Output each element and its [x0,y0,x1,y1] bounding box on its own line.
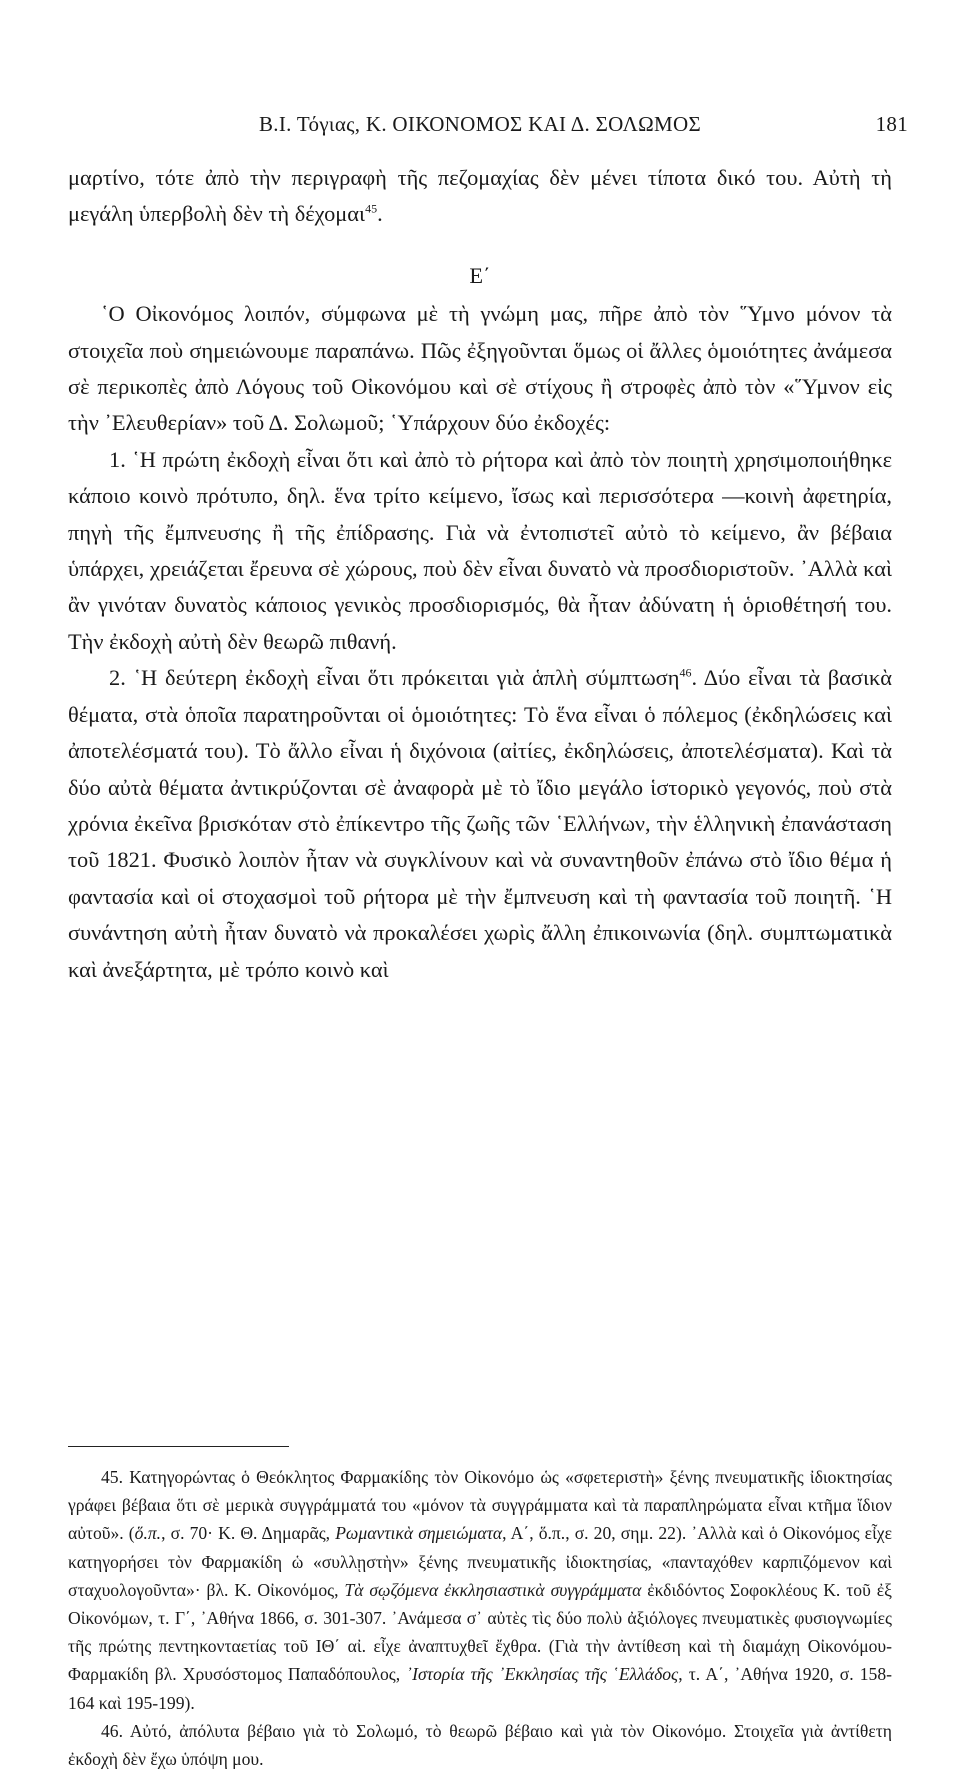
footnote-45-text-3: , Α΄, ὅ.π., σ. 20, σημ. 22). ᾿Αλλὰ καὶ ὁ Οἰκονόμος εἶχε κατηγορήσει τὸν Φαρμακίδη ὡ «συλλῃστὴν» ξένης πνευματικῆς ἰδιοκτησίας, «πανταχόθεν καρπιζόμενον καὶ σταχυολογοῦντα»· βλ. Κ. Οἰκονόμος, [68,1523,893,1600]
footnote-45-citation-2: Ρωμαντικὰ σημειώματα [335,1523,503,1544]
main-text [68,160,892,988]
footnote-46-number: 46. [101,1720,123,1741]
running-title: Β.Ι. Τόγιας, Κ. ΟΙΚΟΝΟΜΟΣ ΚΑΙ Δ. ΣΟΛΩΜΟΣ [258,112,702,136]
page-number: 181 [875,112,908,136]
continuation-paragraph: μαρτίνο, τότε ἀπὸ τὴν περιγραφὴ τῆς πεζομαχίας δὲν μένει τίποτα δικό του. Αὐτὴ τὴ μεγάλη ὑπερβολὴ δὲν τὴ δέχομαι$^{45}$. [68,165,892,227]
footnote-45-citation-3: Τὰ σῳζόμενα ἐκκλησιαστικὰ συγγράμματα [344,1579,642,1600]
item-1-paragraph: 1. ῾Η πρώτη ἐκδοχὴ εἶναι ὅτι καὶ ἀπὸ τὸ ρήτορα καὶ ἀπὸ τὸν ποιητὴ χρησιμοποιήθηκε κάποιο κοινὸ πρότυπο, δηλ. ἕνα τρίτο κείμενο, ἴσως καὶ περισσότερα —κοινὴ ἀφετηρία, πηγὴ τῆς ἔμπνευσης ἢ τῆς ἐπίδρασης. Γιὰ νὰ ἐντοπιστεῖ αὐτὸ τὸ κείμενο, ἂν βέβαια ὑπάρχει, χρειάζεται ἔρευνα σὲ χώρους, ποὺ δὲν εἶναι δυνατὸ νὰ προσδιοριστοῦν. ᾿Αλλὰ καὶ ἂν γινόταν δυνατὸς κάποιος γενικὸς προσδιορισμός, θὰ ἦταν ἀδύνατη ἡ ὁριοθέτησή του. Τὴν ἐκδοχὴ αὐτὴ δὲν θεωρῶ πιθανή. [68,446,892,654]
section-paragraph: ῾Ο Οἰκονόμος λοιπόν, σύμφωνα μὲ τὴ γνώμη μας, πῆρε ἀπὸ τὸν ῞Υμνο μόνον τὰ στοιχεῖα ποὺ σημειώνουμε παραπάνω. Πῶς ἐξηγοῦνται ὅμως οἱ ἄλλες ὁμοιότητες ἀνάμεσα σὲ περικοπὲς ἀπὸ Λόγους τοῦ Οἰκονόμου καὶ σὲ στίχους ἢ στροφὲς ἀπὸ τὸν «῞Υμνον εἰς τὴν ᾿Ελευθερίαν» τοῦ Δ. Σολωμοῦ; ῾Υπάρχουν δύο ἐκδοχές: [68,301,892,436]
running-header [0,112,960,142]
item-2-paragraph [68,660,892,988]
footnote-45-citation-1: ὅ.π. [134,1523,162,1544]
footnote-divider [68,1446,289,1447]
footnote-45-text-1: Κατηγορώντας ὁ Θεόκλητος Φαρμακίδης τὸν Οἰκονόμο ὡς «σφετεριστὴ» ξένης πνευματικῆς ἰδιοκτησίας γράφει βέβαια ὅτι σὲ μερικὰ συγγράμματά του «μόνον τὰ συγγράμματα καὶ τὰ παραπληρώματα εἶναι κτῆμα ἴδιον αὐτοῦ». ( [68,1467,892,1544]
continuation-text: μαρτίνο, τότε ἀπὸ τὴν περιγραφὴ τῆς πεζομαχίας δὲν μένει τίποτα δικό του. Αὐτὴ τὴ μεγάλη ὑπερβολὴ δὲν τὴ δέχομαι [68,165,892,227]
footnotes [68,1463,892,1773]
footnote-ref-46[interactable]: 46 [679,665,692,680]
footnote-45-citation-4: ᾿Ιστορία τῆς ᾿Εκκλησίας τῆς ῾Ελλάδος [406,1664,679,1685]
footnote-46 [68,1717,892,1773]
footnote-45-number: 45. [101,1467,123,1487]
footnote-ref-45[interactable]: 45 [365,201,378,216]
footnote-46-text: Αὐτό, ἀπόλυτα βέβαιο γιὰ τὸ Σολωμό, τὸ θεωρῶ βέβαιο καὶ γιὰ τὸν Οἰκονόμο. Στοιχεῖα γιὰ ἀντίθετη ἐκδοχὴ δὲν ἔχω ὑπόψη μου. [68,1720,892,1770]
footnote-45-text-4: ἐκδιδόντος Σοφοκλέους Κ. τοῦ ἐξ Οἰκονόμων, τ. Γ΄, ᾿Αθήνα 1866, σ. 301-307. ᾿Ανάμεσα σ᾿ αὐτὲς τὶς δύο πολὺ ἀξιόλογες πνευματικὲς φυσιογνωμίες τῆς πρώτης πεντηκονταετίας τοῦ ΙΘ΄ αἰ. εἶχε ἀναπτυχθεῖ ἔχθρα. (Γιὰ τὴν ἀντίθεση καὶ τὴ διαμάχη Οἰκονόμου-Φαρμακίδη βλ. Χρυσόστομος Παπαδόπουλος, [68,1579,892,1685]
footnote-45 [68,1463,892,1717]
item-2-rest: . Δύο εἶναι τὰ βασικὰ θέματα, στὰ ὁποῖα παρατηροῦνται οἱ ὁμοιότητες: Τὸ ἕνα εἶναι ὁ πόλεμος (ἐκδηλώσεις καὶ ἀποτελέσματά του). Τὸ ἄλλο εἶναι ἡ διχόνοια (αἰτίες, ἐκδηλώσεις, ἀποτελέσματα). Καὶ τὰ δύο αὐτὰ θέματα ἀντικρύζονται σὲ ἀναφορὰ μὲ τὸ ἴδιο μεγάλο ἱστορικὸ γεγονός, ποὺ στὰ χρόνια ἐκεῖνα βρισκόταν στὸ ἐπίκεντρο τῆς ζωῆς τῶν ῾Ελλήνων, τὴν ἑλληνικὴ ἐπανάσταση τοῦ 1821. Φυσικὸ λοιπὸν ἦταν νὰ συγκλίνουν καὶ νὰ συναντηθοῦν ἐπάνω στὸ ἴδιο θέμα ἡ φαντασία καὶ οἱ στοχασμοὶ τοῦ ρήτορα μὲ τὴν ἔμπνευση καὶ τὴ φαντασία τοῦ ποιητῆ. ῾Η συνάντηση αὐτὴ ἦταν δυνατὸ νὰ προκαλέσει χωρὶς ἄλλη ἐπικοινωνία (δηλ. συμπτωματικὰ καὶ ἀνεξάρτητα, μὲ τρόπο κοινὸ καὶ [68,665,892,982]
footnote-45-text-2: , σ. 70· Κ. Θ. Δημαρᾶς, [161,1523,336,1544]
item-2-start: 2. ῾Η δεύτερη ἐκδοχὴ εἶναι ὅτι πρόκειται γιὰ ἁπλὴ σύμπτωση [109,665,680,691]
footnote-45-text-5: , τ. Α΄, ᾿Αθήνα 1920, σ. 158-164 καὶ 195-199). [68,1664,892,1713]
section-heading: Ε΄ [469,262,491,288]
